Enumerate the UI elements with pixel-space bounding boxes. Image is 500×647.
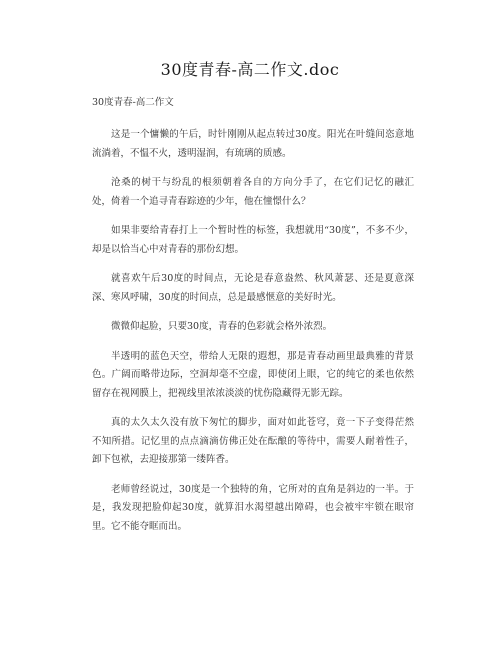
paragraph-5: 微微仰起脸，只要30度，青春的色彩就会格外浓烈。	[111, 321, 333, 332]
paragraph-6: 半透明的蓝色天空，带给人无限的遐想，那是青春动画里最典雅的背景色。广阔而略带边际，空洞却毫不空虚，即使闭上眼，它的纯它的柔也依然留存在视网膜上，把视线里浓浓淡淡的忧伤隐藏得无影无踪。	[92, 350, 414, 399]
paragraph-4: 就喜欢午后30度的时间点，无论是春意盎然、秋风萧瑟、还是夏意深深、寒风呼啸，30度的时间点，总是最感惬意的美好时光。	[92, 273, 414, 303]
paragraph-7: 真的太久太久没有放下匆忙的脚步，面对如此苍穹，竟一下子变得茫然不知所措。记忆里的点点滴滴仿佛正处在酝酿的等待中，需要人耐着性子，卸下包袱，去迎接那第一缕阵香。	[92, 417, 414, 465]
document-title: 30度青春-高二作文.doc	[160, 60, 340, 79]
paragraph-2: 沧桑的树干与纷乱的根须朝着各自的方向分手了，在它们记忆的融汇处，倚着一个追寻青春踪迹的少年，他在憧憬什么？	[92, 177, 414, 207]
document-subtitle: 30度青春-高二作文	[92, 97, 174, 108]
paragraph-3: 如果非要给青春打上一个暂时性的标签，我想就用“30度”，不多不少，却是以恰当心中对青春的那份幻想。	[92, 225, 414, 255]
paragraph-1: 这是一个慵懒的午后，时针刚刚从起点转过30度。阳光在叶缝间恣意地流淌着，不愠不火，透明湿润，有琉璃的质感。	[92, 129, 414, 159]
document-body	[92, 126, 414, 547]
paragraph-8: 老师曾经说过，30度是一个独特的角，它所对的直角是斜边的一半。于是，我发现把脸仰起30度，就算泪水渴望越出障碍，也会被牢牢锁在眼帘里。它不能夺眶而出。	[92, 483, 414, 532]
